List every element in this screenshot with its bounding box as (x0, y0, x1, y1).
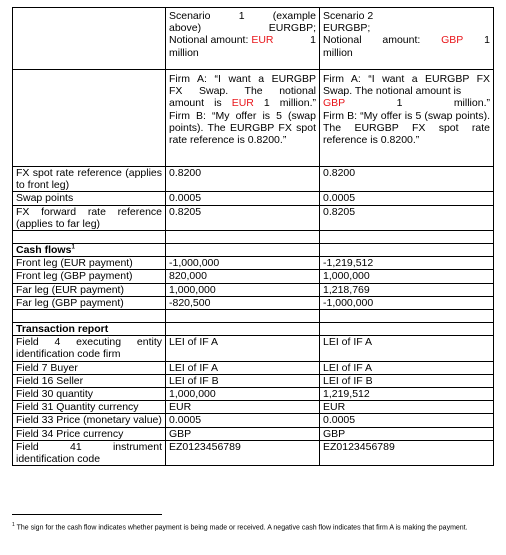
report-header-row (13, 323, 494, 336)
cashflow-s2: 1,000,000 (320, 270, 494, 283)
cashflows-header-row (13, 244, 494, 257)
scenario-2-dialogue: Firm A: “I want a EURGBP FX Swap. The notional amount is GBP 1 million.” Firm B: “My offer is 5 (swap points). The EURGBP FX spot rate reference is 0.8200.” (320, 70, 494, 167)
report-label: Field 33 Price (monetary value) (13, 414, 166, 427)
cashflow-label: Far leg (GBP payment) (13, 296, 166, 309)
rate-row (13, 192, 494, 205)
report-row (13, 361, 494, 374)
dialogue-row (13, 70, 494, 167)
scenario-1-header: Scenario 1 (example above) EURGBP; Notional amount: EUR 1 million (166, 8, 320, 70)
cashflow-label: Far leg (EUR payment) (13, 283, 166, 296)
report-label: Field 31 Quantity currency (13, 401, 166, 414)
cashflow-s1: -820,500 (166, 296, 320, 309)
cashflow-s2: -1,000,000 (320, 296, 494, 309)
cashflow-row (13, 270, 494, 283)
report-s1: EUR (166, 401, 320, 414)
report-s2: EUR (320, 401, 494, 414)
footnote-separator (12, 514, 162, 515)
report-s1: LEI of IF B (166, 374, 320, 387)
report-s2: LEI of IF B (320, 374, 494, 387)
cashflow-row (13, 283, 494, 296)
report-s2: 0.0005 (320, 414, 494, 427)
scenario-2-header: Scenario 2 EURGBP; Notional amount: GBP 1 million (320, 8, 494, 70)
report-s2: LEI of IF A (320, 336, 494, 361)
report-row (13, 336, 494, 361)
report-s1: 0.0005 (166, 414, 320, 427)
cashflow-s1: 820,000 (166, 270, 320, 283)
cashflow-label: Front leg (GBP payment) (13, 270, 166, 283)
cashflow-s1: 1,000,000 (166, 283, 320, 296)
rate-label: FX forward rate reference (applies to far leg) (13, 205, 166, 230)
cashflow-row (13, 296, 494, 309)
rate-label: Swap points (13, 192, 166, 205)
report-s1: EZ0123456789 (166, 440, 320, 465)
rate-row (13, 205, 494, 230)
cashflow-row (13, 257, 494, 270)
report-s2: GBP (320, 427, 494, 440)
empty-cell (13, 8, 166, 70)
empty-cell (13, 70, 166, 167)
report-row (13, 427, 494, 440)
cashflow-label: Front leg (EUR payment) (13, 257, 166, 270)
report-label: Field 7 Buyer (13, 361, 166, 374)
report-row (13, 388, 494, 401)
report-s1: LEI of IF A (166, 361, 320, 374)
report-s1: LEI of IF A (166, 336, 320, 361)
spacer-row (13, 310, 494, 323)
rate-label: FX spot rate reference (applies to front leg) (13, 167, 166, 192)
fx-swap-table (12, 7, 494, 466)
cashflow-s2: 1,218,769 (320, 283, 494, 296)
report-label: Field 16 Seller (13, 374, 166, 387)
report-s2: LEI of IF A (320, 361, 494, 374)
report-title: Transaction report (13, 323, 166, 336)
cashflow-s1: -1,000,000 (166, 257, 320, 270)
report-label: Field 4 executing entity identification code firm (13, 336, 166, 361)
rate-s2: 0.0005 (320, 192, 494, 205)
report-s2: 1,219,512 (320, 388, 494, 401)
spacer-row (13, 231, 494, 244)
report-label: Field 34 Price currency (13, 427, 166, 440)
rate-s2: 0.8205 (320, 205, 494, 230)
cashflows-title: Cash flows$^1$ (13, 244, 166, 257)
report-s1: 1,000,000 (166, 388, 320, 401)
report-s2: EZ0123456789 (320, 440, 494, 465)
rate-row (13, 167, 494, 192)
report-row (13, 374, 494, 387)
report-s1: GBP (166, 427, 320, 440)
scenario-header-row (13, 8, 494, 70)
footnote: $^1$ The sign for the cash flow indicates whether payment is being made or received. A negative cash flow indicates that firm A is making the payment. (12, 522, 468, 532)
report-row (13, 414, 494, 427)
cashflow-s2: -1,219,512 (320, 257, 494, 270)
rate-s1: 0.8200 (166, 167, 320, 192)
rate-s1: 0.0005 (166, 192, 320, 205)
rate-s2: 0.8200 (320, 167, 494, 192)
report-row (13, 401, 494, 414)
rate-s1: 0.8205 (166, 205, 320, 230)
scenario-1-dialogue: Firm A: “I want a EURGBP FX Swap. The notional amount is EUR 1 million.” Firm B: “My offer is 5 (swap points). The EURGBP FX spot rate reference is 0.8200.” (166, 70, 320, 167)
report-row (13, 440, 494, 465)
report-label: Field 41 instrument identification code (13, 440, 166, 465)
report-label: Field 30 quantity (13, 388, 166, 401)
